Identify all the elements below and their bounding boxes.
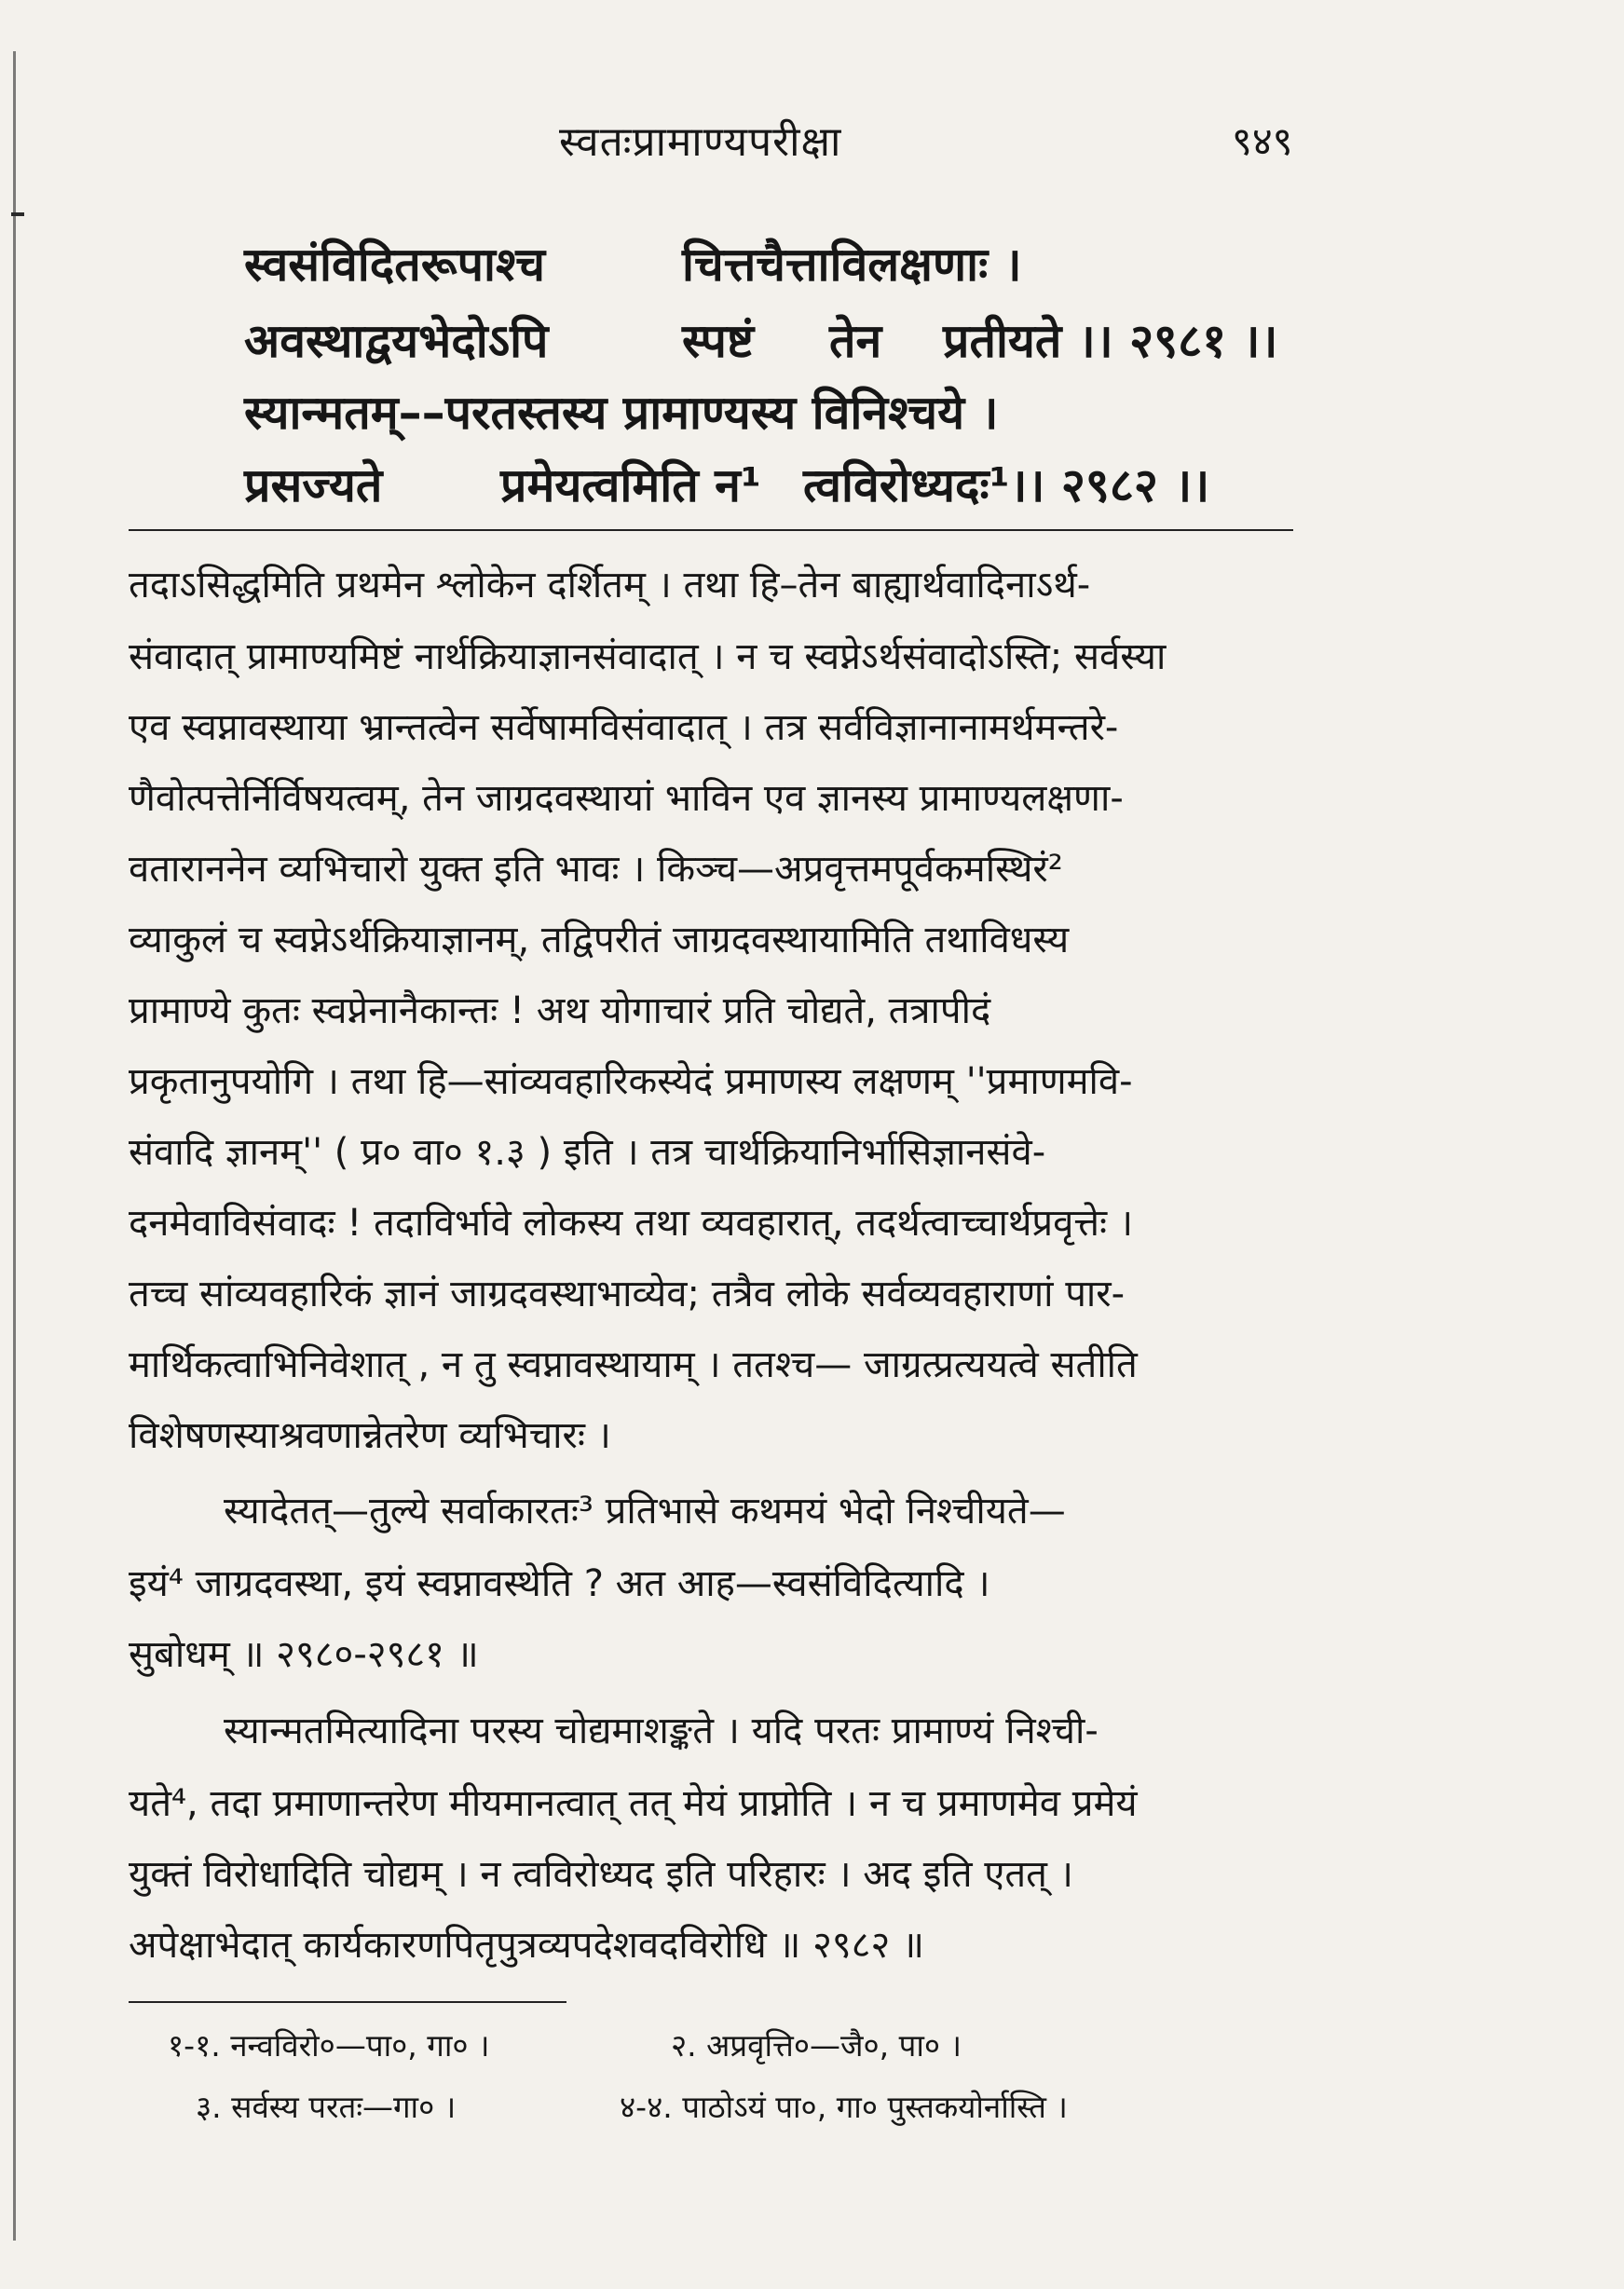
running-title: स्वतःप्रामाण्यपरीक्षा — [559, 118, 842, 166]
footnote: १-१. नन्वविरो०—पा०, गा० । — [168, 2027, 490, 2064]
verse-segment: प्रतीयते ।। २९८१ ।। — [943, 314, 1278, 368]
commentary-line: दनमेवाविसंवादः ! तदाविर्भावे लोकस्य तथा व्यवहारात्, तदर्थत्वाच्चार्थप्रवृत्तेः । — [129, 1202, 1133, 1245]
verse-segment: स्वसंविदितरूपाश्च — [244, 238, 545, 292]
running-header — [0, 112, 1624, 168]
verse-segment: चित्तचैत्ताविलक्षणाः । — [682, 238, 1022, 292]
footnote: २. अप्रवृत्ति०—जै०, पा० । — [671, 2027, 962, 2064]
commentary-line: प्रकृतानुपयोगि । तथा हि—सांव्यवहारिकस्येदं प्रमाणस्य लक्षणम् ''प्रमाणमवि- — [129, 1060, 1133, 1103]
commentary-line: युक्तं विरोधादिति चोद्यम् । न त्वविरोध्यद इति परिहारः । अद इति एतत् । — [129, 1853, 1073, 1896]
verse-segment: अवस्थाद्वयभेदोऽपि — [244, 314, 549, 368]
commentary-line: संवादात् प्रामाण्यमिष्टं नार्थक्रियाज्ञानसंवादात् । न च स्वप्नेऽर्थसंवादोऽस्ति; सर्वस्या — [129, 635, 1167, 678]
footnote-separator-rule — [129, 2001, 566, 2003]
commentary-line: स्यान्मतमित्यादिना परस्य चोद्यमाशङ्कते । यदि परतः प्रामाण्यं निश्ची- — [224, 1710, 1099, 1752]
commentary-line: सुबोधम् ॥ २९८०-२९८१ ॥ — [129, 1633, 479, 1676]
commentary-line: प्रामाण्ये कुतः स्वप्नेनानैकान्तः ! अथ योगाचारं प्रति चोद्यते, तत्रापीदं — [129, 989, 991, 1032]
verse-separator-rule — [129, 529, 1293, 531]
commentary-line: वताराननेन व्यभिचारो युक्त इति भावः । किञ्च—अप्रवृत्तमपूर्वकमस्थिरं² — [129, 848, 1063, 891]
commentary-line: संवादि ज्ञानम्'' ( प्र० वा० १.३ ) इति । तत्र चार्थक्रियानिर्भासिज्ञानसंवे- — [129, 1131, 1046, 1174]
page-number: ९४९ — [1232, 118, 1293, 164]
commentary-line: यते⁴, तदा प्रमाणान्तरेण मीयमानत्वात् तत् मेयं प्राप्नोति । न च प्रमाणमेव प्रमेयं — [129, 1782, 1138, 1825]
verse-segment: प्रमेयत्वमिति न¹ — [500, 458, 761, 512]
verse-segment: तेन — [829, 314, 882, 368]
footnote: ४-४. पाठोऽयं पा०, गा० पुस्तकयोर्नास्ति । — [620, 2089, 1068, 2125]
commentary-line: एव स्वप्नावस्थाया भ्रान्तत्वेन सर्वेषामविसंवादात् । तत्र सर्वविज्ञानानामर्थमन्तरे- — [129, 706, 1119, 749]
verse-segment: स्यान्मतम्––परतस्तस्य प्रामाण्यस्य विनिश्चये । — [244, 386, 999, 440]
commentary-line: स्यादेतत्—तुल्ये सर्वाकारतः³ प्रतिभासे कथमयं भेदो निश्चीयते— — [224, 1490, 1066, 1533]
commentary-line: अपेक्षाभेदात् कार्यकारणपितृपुत्रव्यपदेशवदविरोधि ॥ २९८२ ॥ — [129, 1924, 924, 1967]
commentary-line: तदाऽसिद्धमिति प्रथमेन श्लोकेन दर्शितम् । तथा हि–तेन बाह्यार्थवादिनाऽर्थ- — [129, 564, 1091, 606]
commentary-line: णैवोत्पत्तेर्निर्विषयत्वम्, तेन जाग्रदवस्थायां भाविन एव ज्ञानस्य प्रामाण्यलक्षणा- — [129, 777, 1124, 820]
footnote: ३. सर्वस्य परतः—गा० । — [196, 2089, 457, 2125]
commentary-line: तच्च सांव्यवहारिकं ज्ञानं जाग्रदवस्थाभाव्येव; तत्रैव लोके सर्वव्यवहाराणां पार- — [129, 1273, 1126, 1315]
commentary-line: व्याकुलं च स्वप्नेऽर्थक्रियाज्ञानम्, तद्विपरीतं जाग्रदवस्थायामिति तथाविधस्य — [129, 919, 1070, 961]
verse-segment: त्वविरोध्यदः¹।। २९८२ ।। — [803, 458, 1210, 512]
commentary-line: विशेषणस्याश्रवणान्नेतरेण व्यभिचारः । — [129, 1414, 611, 1457]
commentary-line: इयं⁴ जाग्रदवस्था, इयं स्वप्नावस्थेति ? अत आह—स्वसंविदित्यादि । — [129, 1562, 990, 1605]
scan-mark — [11, 212, 24, 216]
verse-segment: प्रसज्यते — [244, 458, 383, 512]
verse-segment: स्पष्टं — [682, 314, 755, 368]
page-edge-line — [13, 51, 16, 2241]
commentary-line: मार्थिकत्वाभिनिवेशात् , न तु स्वप्नावस्थायाम् । ततश्च— जाग्रत्प्रत्ययत्वे सतीति — [129, 1343, 1138, 1386]
